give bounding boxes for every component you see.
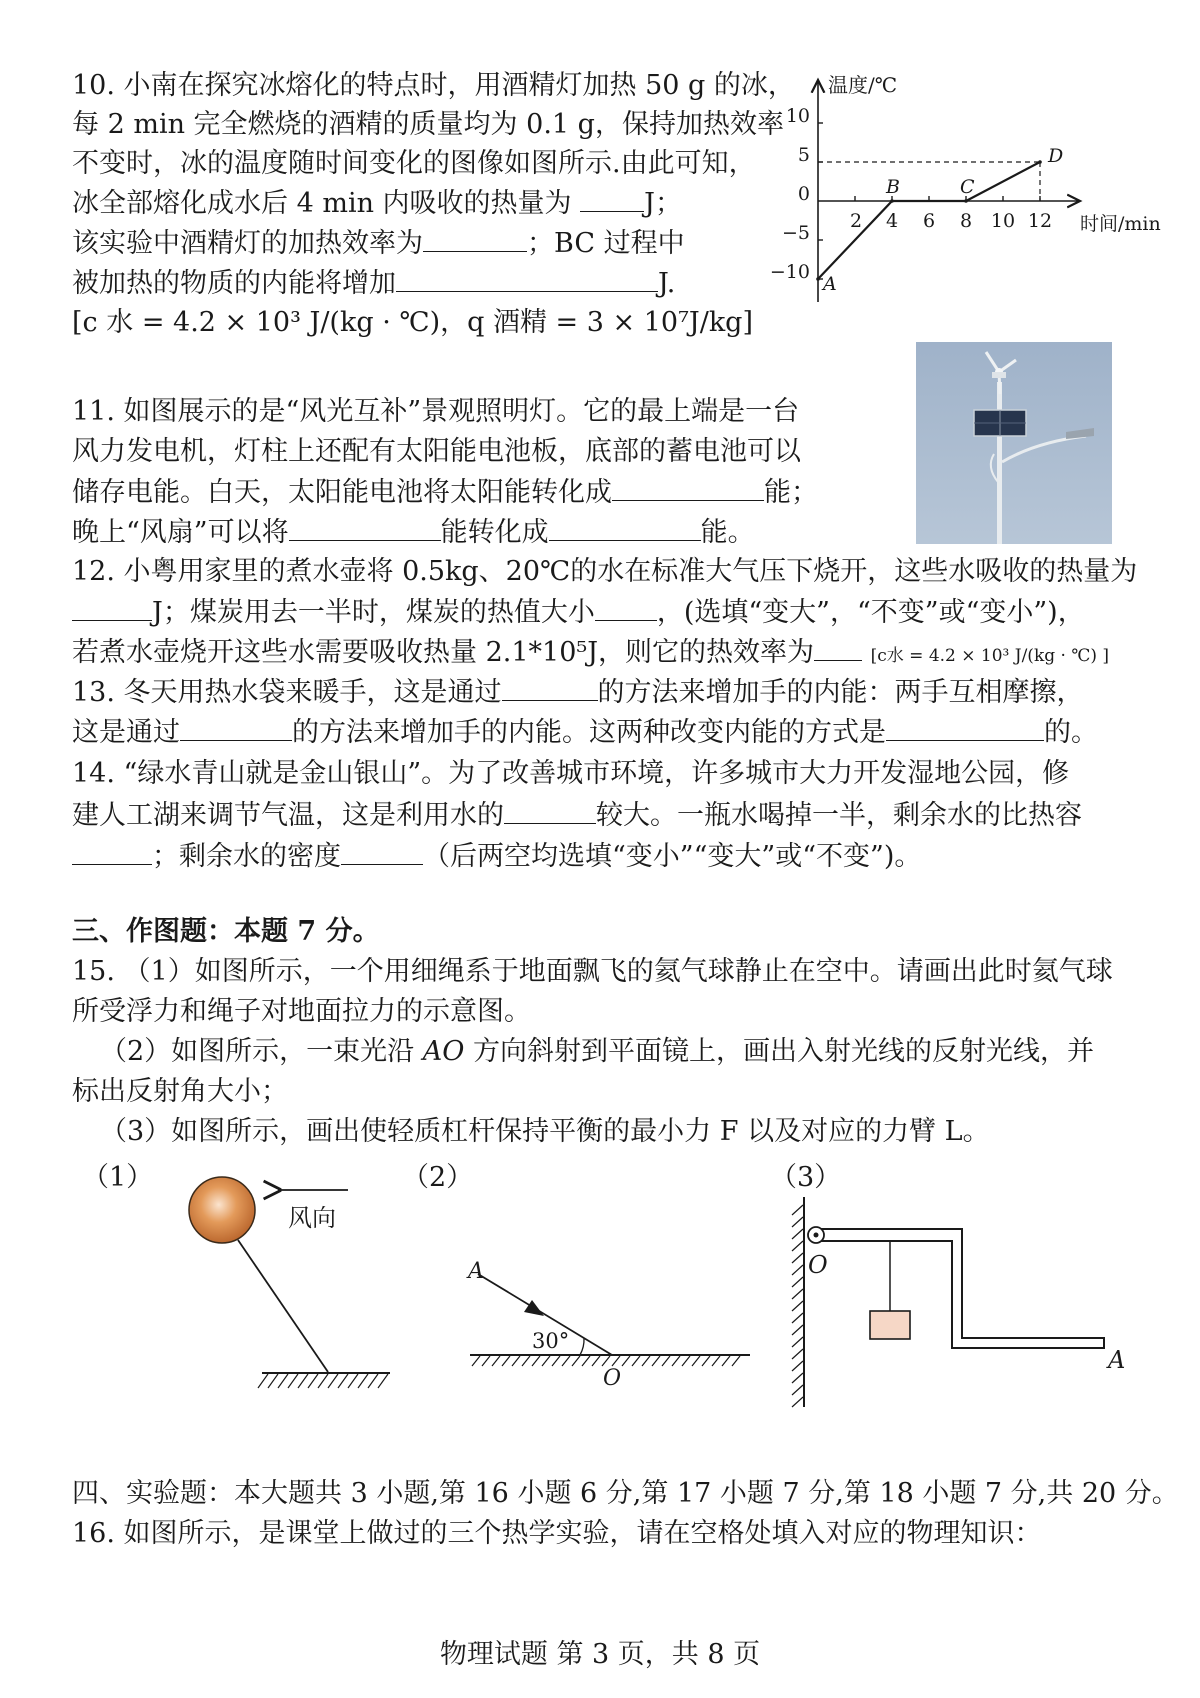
light-lever bbox=[816, 1229, 1104, 1348]
section-3-title: 三、作图题：本题 7 分。 bbox=[72, 916, 380, 947]
q10-line5-tail: ；BC 过程中 bbox=[527, 228, 685, 259]
ground-hatching bbox=[258, 1374, 388, 1388]
q11-line2: 风力发电机，灯柱上还配有太阳能电池板，底部的蓄电池可以 bbox=[72, 436, 801, 467]
q12-line3 bbox=[72, 634, 1109, 674]
street-light-illustration bbox=[916, 342, 1112, 544]
pivot-center bbox=[814, 1233, 819, 1238]
q10-line6-unit: J. bbox=[658, 268, 676, 299]
q12-line2 bbox=[72, 594, 1085, 631]
x-tick-label: 10 bbox=[990, 210, 1016, 232]
answer-blank[interactable] bbox=[886, 714, 1044, 741]
q12-line3-text: 若煮水壶烧开这些水需要吸收热量 2.1*10⁵J，则它的热效率为 bbox=[72, 637, 815, 668]
q11-line4-tail: 能。 bbox=[700, 517, 755, 548]
x-tick-label: 12 bbox=[1027, 210, 1053, 232]
q10-line4-unit: J； bbox=[644, 188, 682, 219]
answer-blank[interactable] bbox=[595, 594, 657, 621]
q12-line2-tail: ，(选填“变大”，“不变”或“变小”)， bbox=[656, 597, 1085, 628]
answer-blank[interactable] bbox=[423, 225, 527, 252]
q10-line2: 每 2 min 完全燃烧的酒精的质量均为 0.1 g，保持加热效率 bbox=[72, 109, 784, 140]
balloon-figure bbox=[170, 1160, 410, 1400]
helium-balloon bbox=[189, 1177, 255, 1243]
string bbox=[238, 1240, 328, 1372]
temperature-time-graph bbox=[760, 70, 1180, 310]
mirror-hatching bbox=[472, 1356, 740, 1366]
point-o-label: O bbox=[603, 1366, 622, 1391]
y-tick-label: 0 bbox=[797, 183, 810, 205]
q15-ray-name: AO bbox=[422, 1036, 465, 1067]
q10-line6-text: 被加热的物质的内能将增加 bbox=[72, 268, 396, 299]
data-point bbox=[816, 277, 820, 281]
x-axis-label: 时间/min bbox=[1080, 213, 1161, 235]
point-label-b: B bbox=[886, 176, 900, 198]
data-point bbox=[964, 199, 968, 203]
point-a-label: A bbox=[468, 1259, 484, 1284]
q14-line2 bbox=[72, 797, 1082, 834]
y-axis-label: 温度/℃ bbox=[828, 73, 898, 97]
plane-mirror-figure bbox=[440, 1240, 760, 1400]
q12-constants: [c水 = 4.2 × 10³ J/(kg · ℃) ] bbox=[870, 646, 1110, 666]
incident-ray-arrowhead bbox=[524, 1300, 544, 1316]
answer-blank[interactable] bbox=[396, 265, 658, 292]
q11-line3-tail: 能； bbox=[764, 477, 818, 508]
pivot-o-label: O bbox=[808, 1251, 828, 1279]
x-tick-label: 8 bbox=[959, 210, 973, 232]
q13-line2-text: 这是通过 bbox=[72, 717, 180, 748]
q14-line1: 14. “绿水青山就是金山银山”。为了改善城市环境，许多城市大力开发湿地公园，修 bbox=[72, 758, 1070, 789]
q13-line2 bbox=[72, 714, 1098, 751]
answer-blank[interactable] bbox=[180, 714, 292, 741]
q14-line2-tail: 较大。一瓶水喝掉一半，剩余水的比热容 bbox=[596, 800, 1082, 831]
q10-line5 bbox=[72, 225, 685, 262]
q13-line1-tail: 的方法来增加手的内能：两手互相摩擦， bbox=[597, 677, 1084, 708]
q11-line4-mid: 能转化成 bbox=[440, 517, 549, 548]
q10-line4 bbox=[72, 185, 682, 222]
answer-blank[interactable] bbox=[289, 514, 441, 541]
x-tick-label: 4 bbox=[885, 210, 899, 232]
q15-line2: 所受浮力和绳子对地面拉力的示意图。 bbox=[72, 996, 531, 1027]
y-tick-label: −5 bbox=[781, 222, 810, 244]
answer-blank[interactable] bbox=[612, 474, 764, 501]
q10-line6 bbox=[72, 265, 675, 302]
q15-line3 bbox=[100, 1034, 1094, 1070]
q10-line1: 10. 小南在探究冰熔化的特点时，用酒精灯加热 50 g 的冰， bbox=[72, 70, 795, 101]
answer-blank[interactable] bbox=[72, 838, 152, 865]
q11-line4-text: 晚上“风扇”可以将 bbox=[72, 517, 289, 548]
y-tick-label: 10 bbox=[785, 105, 810, 127]
x-tick-label: 6 bbox=[922, 210, 936, 232]
page-footer: 物理试题 第 3 页，共 8 页 bbox=[439, 1639, 761, 1670]
figure-2-label: （2） bbox=[402, 1162, 474, 1193]
q12-line2-text: J；煤炭用去一半时，煤炭的热值大小 bbox=[152, 597, 595, 628]
x-tick-label: 2 bbox=[849, 210, 863, 232]
q10-line3: 不变时，冰的温度随时间变化的图像如图所示.由此可知， bbox=[72, 148, 756, 179]
q15-line5: （3）如图所示，画出使轻质杠杆保持平衡的最小力 F 以及对应的力臂 L。 bbox=[100, 1116, 990, 1147]
wind-direction-label: 风向 bbox=[288, 1204, 336, 1232]
q15-line1: 15. （1）如图所示，一个用细绳系于地面飘飞的氦气球静止在空中。请画出此时氦气球 bbox=[72, 956, 1113, 987]
point-label-c: C bbox=[960, 176, 975, 198]
point-label-d: D bbox=[1048, 145, 1064, 167]
q12-line1: 12. 小粤用家里的煮水壶将 0.5kg、20℃的水在标准大气压下烧开，这些水吸收的热量为 bbox=[72, 556, 1138, 587]
angle-arc bbox=[580, 1338, 584, 1355]
q14-line2-text: 建人工湖来调节气温，这是利用水的 bbox=[72, 800, 504, 831]
q14-line3 bbox=[72, 838, 921, 875]
angle-label: 30° bbox=[532, 1329, 570, 1353]
q13-line2-tail: 的。 bbox=[1044, 717, 1098, 748]
lever-figure bbox=[770, 1195, 1150, 1410]
q10-constants: [c 水 = 4.2 × 10³ J/(kg · ℃)，q 酒精 = 3 × 10⁷J/kg] bbox=[72, 307, 753, 338]
answer-blank[interactable] bbox=[580, 185, 644, 212]
q11-line3 bbox=[72, 474, 818, 511]
figure-1-label: （1） bbox=[82, 1162, 154, 1193]
q15-line3-text: （2）如图所示，一束光沿 bbox=[100, 1036, 423, 1067]
q13-line1 bbox=[72, 674, 1084, 711]
section-4-title: 四、实验题：本大题共 3 小题,第 16 小题 6 分,第 17 小题 7 分,第 18 小题 7 分,共 20 分。 bbox=[72, 1478, 1179, 1509]
wall-hatching bbox=[792, 1205, 803, 1407]
q15-line3-tail: 方向斜射到平面镜上，画出入射光线的反射光线，并 bbox=[464, 1036, 1094, 1067]
q13-line1-text: 13. 冬天用热水袋来暖手，这是通过 bbox=[72, 677, 502, 708]
hanging-weight bbox=[870, 1311, 910, 1339]
point-label-a: A bbox=[823, 273, 837, 295]
y-tick-label: 5 bbox=[797, 144, 810, 166]
q14-line3-text: ；剩余水的密度 bbox=[152, 841, 341, 872]
data-point bbox=[1038, 160, 1042, 164]
q11-line1: 11. 如图展示的是“风光互补”景观照明灯。它的最上端是一台 bbox=[72, 396, 800, 427]
answer-blank[interactable] bbox=[549, 514, 701, 541]
figure-3-label: （3） bbox=[770, 1162, 842, 1193]
q14-line3-tail: （后两空均选填“变小”“变大”或“不变”)。 bbox=[423, 841, 922, 872]
y-tick-label: −10 bbox=[769, 261, 810, 283]
data-point bbox=[890, 199, 894, 203]
q15-line4: 标出反射角大小； bbox=[72, 1076, 288, 1107]
wind-solar-street-light-photo bbox=[916, 342, 1112, 544]
q10-line4-text: 冰全部熔化成水后 4 min 内吸收的热量为 bbox=[72, 188, 581, 219]
q11-line4 bbox=[72, 514, 755, 551]
q11-line3-text: 储存电能。白天，太阳能电池将太阳能转化成 bbox=[72, 477, 612, 508]
q10-line5-text: 该实验中酒精灯的加热效率为 bbox=[72, 228, 423, 259]
q16-line1: 16. 如图所示，是课堂上做过的三个热学实验，请在空格处填入对应的物理知识： bbox=[72, 1518, 1042, 1549]
q13-line2-mid: 的方法来增加手的内能。这两种改变内能的方式是 bbox=[292, 717, 886, 748]
answer-blank[interactable] bbox=[504, 797, 596, 824]
end-a-label: A bbox=[1108, 1346, 1126, 1374]
answer-blank[interactable] bbox=[502, 674, 598, 701]
answer-blank[interactable] bbox=[341, 838, 423, 865]
answer-blank[interactable] bbox=[72, 594, 152, 621]
answer-blank[interactable] bbox=[814, 634, 862, 661]
